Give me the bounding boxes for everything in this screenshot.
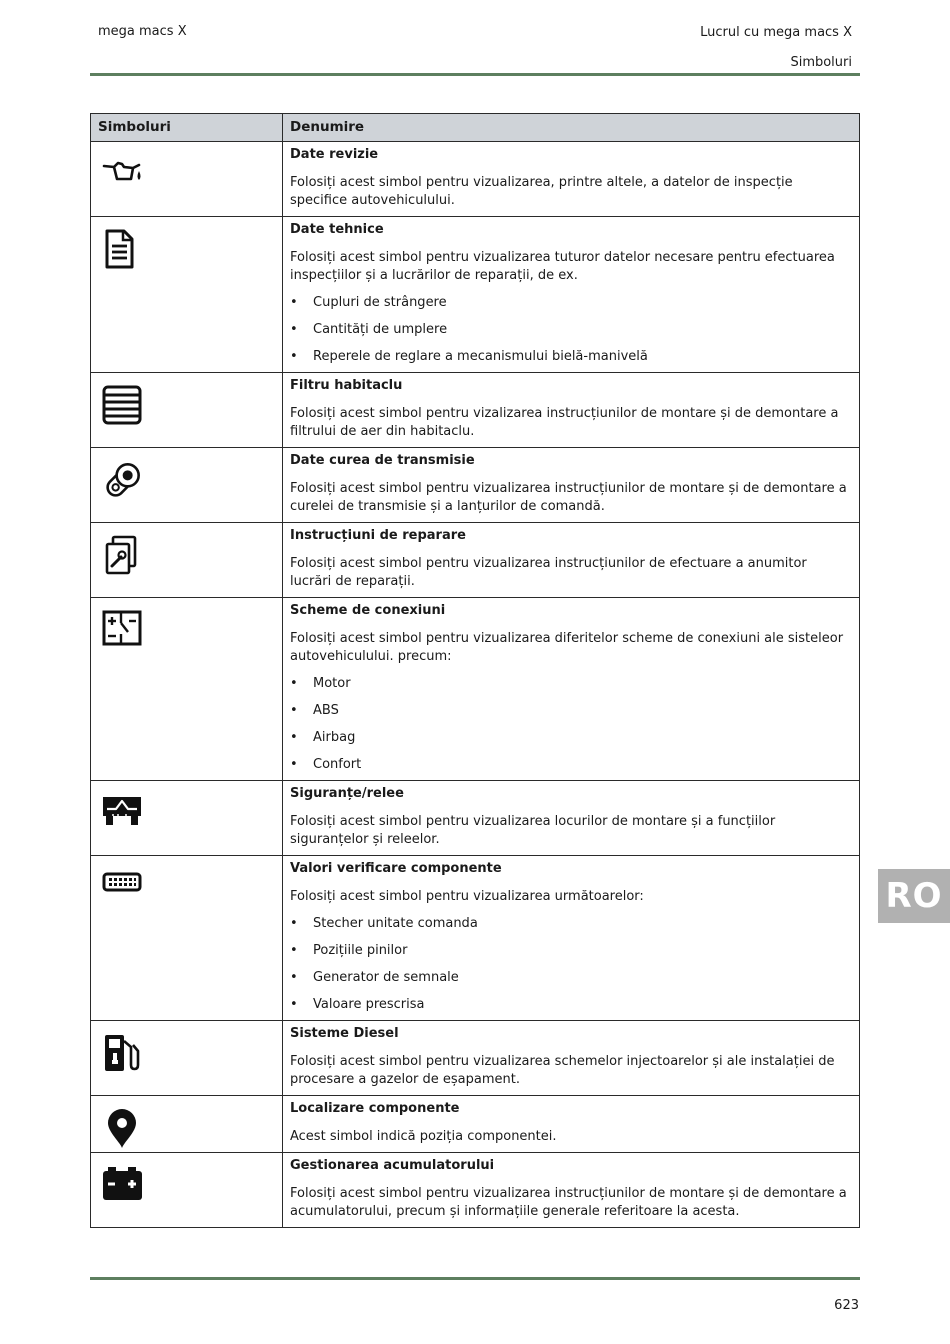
description-cell xyxy=(283,856,860,1021)
symbol-title: Scheme de conexiuni xyxy=(290,603,446,618)
connector-icon xyxy=(102,868,144,898)
list-item: • Valoare prescrisa xyxy=(290,996,851,1014)
fuse-relay-icon xyxy=(102,793,144,829)
symbol-description: Folosiți acest simbol pentru vizualizarea schemelor injectoarelor și ale instalației de procesare a gazelor de eșapament. xyxy=(290,1054,835,1087)
list-item: • Cupluri de strângere xyxy=(290,294,851,312)
list-item: • Cantități de umplere xyxy=(290,321,851,339)
symbol-title: Date revizie xyxy=(290,147,379,162)
table-row xyxy=(91,448,860,523)
description-cell xyxy=(283,142,860,217)
oil-can-icon xyxy=(102,154,144,190)
repair-instructions-icon xyxy=(102,535,144,577)
symbol-description: Acest simbol indică poziția componentei. xyxy=(290,1129,557,1144)
list-item: • Reperele de reglare a mecanismului bielă-manivelă xyxy=(290,348,851,366)
list-item: • Airbag xyxy=(290,729,851,747)
table-row xyxy=(91,1096,860,1153)
column-header-name: Denumire xyxy=(283,114,860,142)
symbol-title: Gestionarea acumulatorului xyxy=(290,1158,495,1173)
location-pin-icon xyxy=(102,1108,144,1150)
symbol-cell xyxy=(91,142,283,217)
table-row xyxy=(91,1153,860,1228)
table-row xyxy=(91,598,860,781)
symbol-cell xyxy=(91,1153,283,1228)
description-cell xyxy=(283,1153,860,1228)
table-row xyxy=(91,523,860,598)
header-section-title: Simboluri xyxy=(790,55,852,70)
symbol-description: Folosiți acest simbol pentru vizualizarea instrucțiunilor de efectuare a anumitor lucrări de reparații. xyxy=(290,556,807,589)
list-item: • Confort xyxy=(290,756,851,774)
symbol-cell xyxy=(91,1096,283,1153)
symbols-table xyxy=(90,113,860,1228)
description-cell xyxy=(283,1021,860,1096)
document-icon xyxy=(102,229,144,271)
table-row xyxy=(91,373,860,448)
column-header-symbols: Simboluri xyxy=(91,114,283,142)
page-number: 623 xyxy=(834,1298,859,1313)
table-row xyxy=(91,217,860,373)
header-chapter-title: Lucrul cu mega macs X xyxy=(700,25,852,40)
symbol-description: Folosiți acest simbol pentru vizalizarea instrucțiunilor de montare și de demontare a filtrului de aer din habitaclu. xyxy=(290,406,839,439)
symbol-cell xyxy=(91,856,283,1021)
symbol-title: Date curea de transmisie xyxy=(290,453,475,468)
symbol-cell xyxy=(91,598,283,781)
table-header-row xyxy=(91,114,860,142)
symbol-title: Siguranțe/relee xyxy=(290,786,404,801)
symbol-cell xyxy=(91,1021,283,1096)
battery-icon xyxy=(102,1165,144,1205)
list-item: • Stecher unitate comanda xyxy=(290,915,851,933)
symbol-title: Valori verificare componente xyxy=(290,861,502,876)
symbol-title: Date tehnice xyxy=(290,222,384,237)
symbol-cell xyxy=(91,781,283,856)
symbol-title: Filtru habitaclu xyxy=(290,378,403,393)
footer-rule xyxy=(90,1277,860,1280)
symbol-description: Folosiți acest simbol pentru vizualizarea diferitelor scheme de conexiuni ale sisteleor autovehiculului. precum: xyxy=(290,631,844,664)
symbol-title: Localizare componente xyxy=(290,1101,460,1116)
table-row xyxy=(91,1021,860,1096)
description-cell xyxy=(283,448,860,523)
description-cell xyxy=(283,781,860,856)
symbol-description: Folosiți acest simbol pentru vizualizarea următoarelor: xyxy=(290,889,644,904)
bullet-list xyxy=(290,675,851,774)
diesel-pump-icon xyxy=(102,1033,144,1075)
symbol-description: Folosiți acest simbol pentru vizualizarea tuturor datelor necesare pentru efectuarea inspecțiilor și a lucrărilor de reparații, de ex. xyxy=(290,250,835,283)
symbol-description: Folosiți acest simbol pentru vizualizarea instrucțiunilor de montare și de demontare a curelei de transmisie și a lanțurilor de comandă. xyxy=(290,481,847,514)
symbol-title: Sisteme Diesel xyxy=(290,1026,399,1041)
language-tab: RO xyxy=(878,869,950,923)
table-row xyxy=(91,142,860,217)
table-row xyxy=(91,856,860,1021)
table-row xyxy=(91,781,860,856)
bullet-list xyxy=(290,915,851,1014)
symbol-description: Folosiți acest simbol pentru vizualizarea, printre altele, a datelor de inspecție specifice autovehiculului. xyxy=(290,175,793,208)
timing-belt-icon xyxy=(102,460,144,502)
cabin-filter-icon xyxy=(102,385,144,427)
symbol-title: Instrucțiuni de reparare xyxy=(290,528,466,543)
symbol-description: Folosiți acest simbol pentru vizualizarea instrucțiunilor de montare și de demontare a acumulatorului, precum și informațiile generale referitoare la acesta. xyxy=(290,1186,847,1219)
symbol-cell xyxy=(91,373,283,448)
description-cell xyxy=(283,373,860,448)
bullet-list xyxy=(290,294,851,366)
list-item: • ABS xyxy=(290,702,851,720)
description-cell xyxy=(283,523,860,598)
list-item: • Pozițiile pinilor xyxy=(290,942,851,960)
description-cell xyxy=(283,598,860,781)
description-cell xyxy=(283,217,860,373)
list-item: • Motor xyxy=(290,675,851,693)
wiring-diagram-icon xyxy=(102,610,144,652)
description-cell xyxy=(283,1096,860,1153)
header-product-name: mega macs X xyxy=(98,24,187,39)
symbol-cell xyxy=(91,448,283,523)
symbol-description: Folosiți acest simbol pentru vizualizarea locurilor de montare și a funcțiilor siguranțelor și releelor. xyxy=(290,814,776,847)
header-rule xyxy=(90,73,860,76)
list-item: • Generator de semnale xyxy=(290,969,851,987)
symbol-cell xyxy=(91,217,283,373)
symbol-cell xyxy=(91,523,283,598)
